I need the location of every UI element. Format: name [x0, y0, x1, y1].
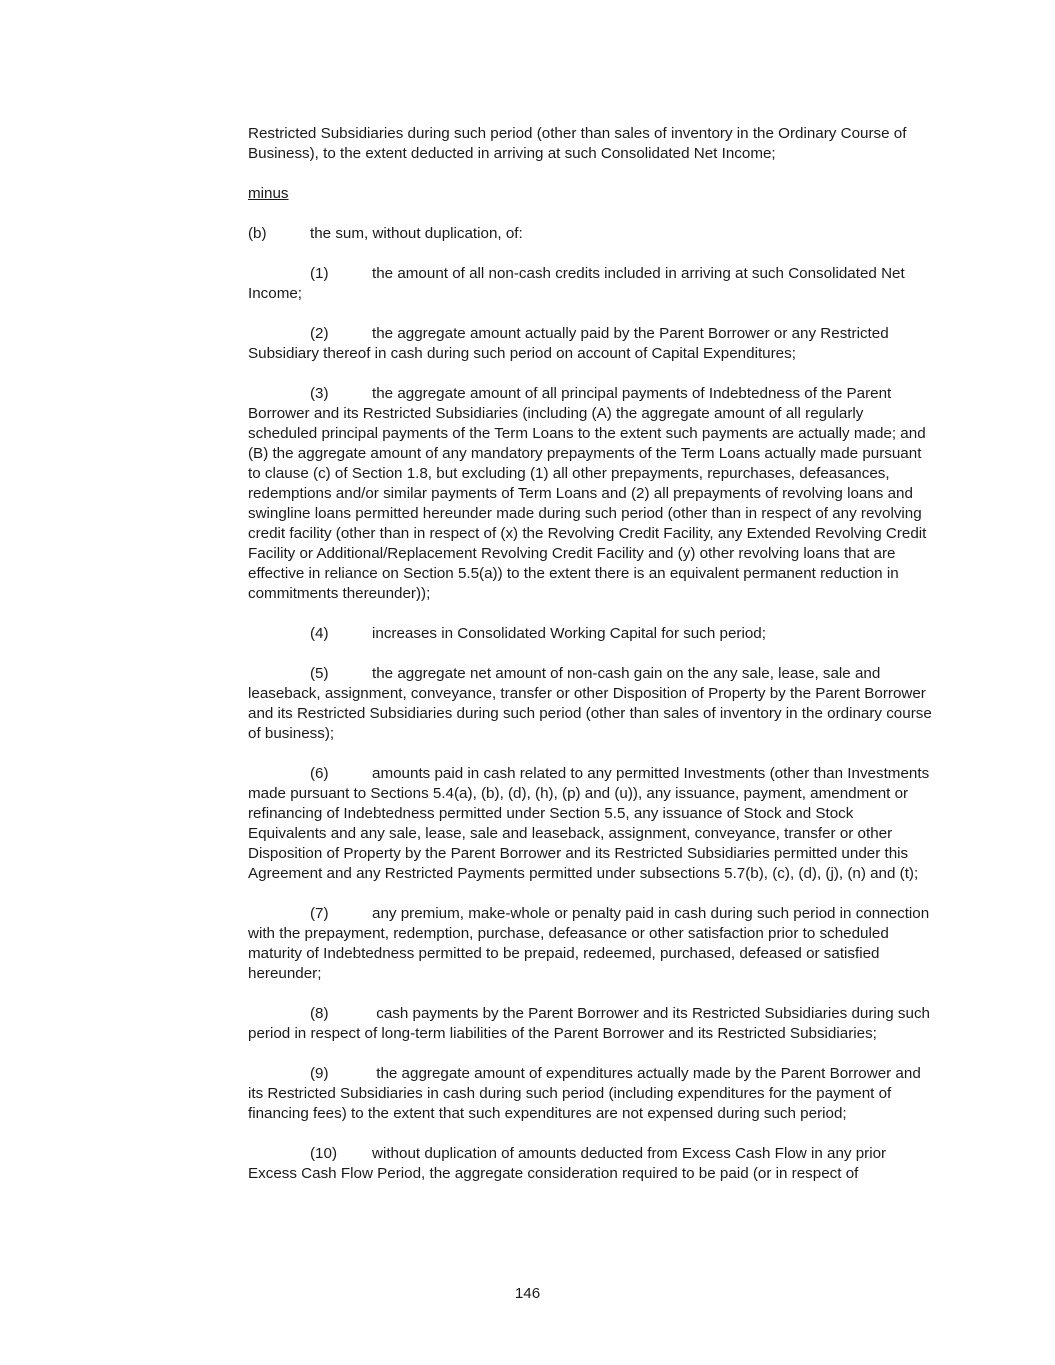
- item-label: (8): [310, 1005, 329, 1022]
- list-item: [248, 1204, 932, 1224]
- item-label: (3): [310, 385, 329, 402]
- item-text: cash payments by the Parent Borrower and its Restricted Subsidiaries during such period in respect of long-term liabilities of the Parent Borrower and its Restricted Subsidiaries;: [248, 1005, 930, 1042]
- item-label: (10): [310, 1145, 338, 1162]
- clause-b: [248, 224, 932, 244]
- item-text: amounts paid in cash related to any permitted Investments (other than Investments made pursuant to Sections 5.4(a), (b), (d), (h), (p) and (u)), any issuance, payment, amendment or refinancing of Indebtedness permitted under Section 5.5, any issuance of Stock and Stock Equivalents and any sale, lease, sale and leaseback, assignment, conveyance, transfer or other Disposition of Property by the Parent Borrower and its Restricted Subsidiaries permitted under this Agreement and any Restricted Payments permitted under subsections 5.7(b), (c), (d), (j), (n) and (t);: [248, 765, 930, 882]
- item-label: (7): [310, 905, 329, 922]
- list-item: [248, 324, 932, 364]
- minus-text: minus: [248, 185, 289, 202]
- page-number: 146: [514, 1285, 541, 1302]
- list-item: [248, 384, 932, 604]
- document-body: [248, 124, 932, 1244]
- item-label: (6): [310, 765, 329, 782]
- paragraph-text: Restricted Subsidiaries during such period (other than sales of inventory in the Ordinary Course of Business), to the extent deducted in arriving at such Consolidated Net Income;: [248, 125, 907, 162]
- list-item: [248, 664, 932, 744]
- paragraph-continuation: [248, 124, 932, 164]
- list-item: [248, 764, 932, 884]
- list-item: [248, 1064, 932, 1124]
- item-text: the aggregate amount actually paid by the Parent Borrower or any Restricted Subsidiary thereof in cash during such period on account of Capital Expenditures;: [248, 325, 889, 362]
- item-text: increases in Consolidated Working Capital for such period;: [372, 625, 766, 642]
- item-text: the aggregate net amount of non-cash gain on the any sale, lease, sale and leaseback, assignment, conveyance, transfer or other Disposition of Property by the Parent Borrower and its Restricted Subsidiaries during such period (other than sales of inventory in the ordinary course of business);: [248, 665, 932, 742]
- item-text: without duplication of amounts deducted from Excess Cash Flow in any prior Excess Cash Flow Period, the aggregate consideration required to be paid (or in respect of: [248, 1145, 887, 1182]
- item-label: (1): [310, 265, 329, 282]
- item-text: the aggregate amount of expenditures actually made by the Parent Borrower and its Restricted Subsidiaries in cash during such period (including expenditures for the payment of financing fees) to the extent that such expenditures are not expensed during such period;: [248, 1065, 921, 1122]
- list-item: [248, 904, 932, 984]
- item-label: (9): [310, 1065, 329, 1082]
- list-item: [248, 1004, 932, 1044]
- clause-label: (b): [248, 225, 267, 242]
- list-item: [248, 624, 932, 644]
- item-text: the aggregate amount of all principal payments of Indebtedness of the Parent Borrower and its Restricted Subsidiaries (including (A) the aggregate amount of all regularly scheduled principal payments of the Term Loans to the extent such payments are actually made; and (B) the aggregate amount of any mandatory prepayments of the Term Loans actually made pursuant to clause (c) of Section 1.8, but excluding (1) all other prepayments, repurchases, defeasances, redemptions and/or similar payments of Term Loans and (2) all prepayments of revolving loans and swingline loans permitted hereunder made during such period (other than in respect of any revolving credit facility (other than in respect of (x) the Revolving Credit Facility, any Extended Revolving Credit Facility or Additional/Replacement Revolving Credit Facility and (y) other revolving loans that are effective in reliance on Section 5.5(a)) to the extent there is an equivalent permanent reduction in commitments thereunder));: [248, 385, 927, 602]
- list-item: [248, 264, 932, 304]
- list-item: [248, 1144, 932, 1184]
- item-label: (5): [310, 665, 329, 682]
- item-label: (2): [310, 325, 329, 342]
- clause-text: the sum, without duplication, of:: [310, 225, 523, 242]
- item-text: the amount of all non-cash credits included in arriving at such Consolidated Net Income;: [248, 265, 905, 302]
- item-text: any premium, make-whole or penalty paid in cash during such period in connection with the prepayment, redemption, purchase, defeasance or other satisfaction prior to scheduled maturity of Indebtedness permitted to be prepaid, redeemed, purchased, defeased or satisfied hereunder;: [248, 905, 930, 982]
- item-label: (4): [310, 625, 329, 642]
- minus-heading: [248, 184, 932, 204]
